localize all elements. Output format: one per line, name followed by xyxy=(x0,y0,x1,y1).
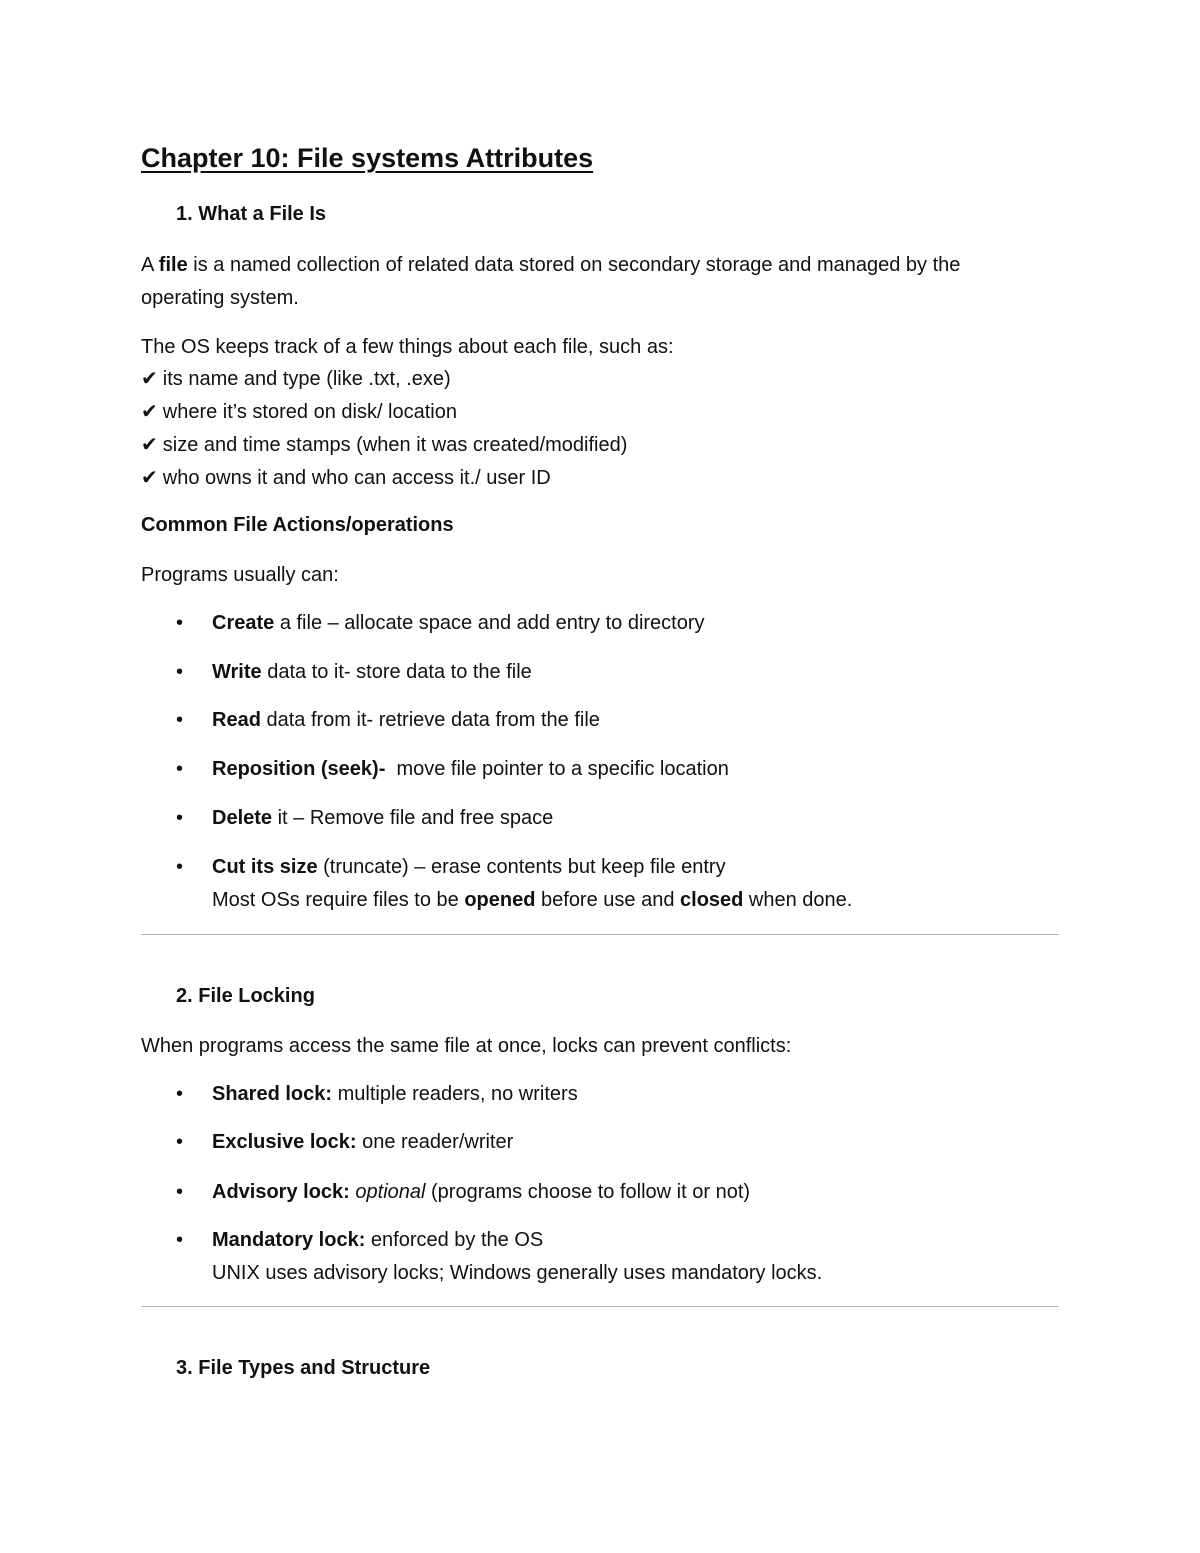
tracked-item: ✔ where it’s stored on disk/ location xyxy=(141,401,457,423)
bullet-icon: • xyxy=(176,661,184,683)
locking-note: UNIX uses advisory locks; Windows generally uses mandatory locks. xyxy=(212,1262,823,1284)
file-term: file xyxy=(158,254,188,276)
locking-intro: When programs access the same file at once, locks can prevent conflicts: xyxy=(141,1035,792,1057)
open-close-note: Most OSs require files to be opened before use and closed when done. xyxy=(212,889,853,911)
file-definition-line-2: operating system. xyxy=(141,287,299,309)
check-icon: ✔ xyxy=(141,368,158,390)
bullet-icon: • xyxy=(176,758,184,780)
file-definition-line-1: A file is a named collection of related data stored on secondary storage and managed by the xyxy=(141,254,961,276)
section-divider xyxy=(141,934,1059,935)
tracked-item: ✔ its name and type (like .txt, .exe) xyxy=(141,368,451,390)
subheading-file-operations: Common File Actions/operations xyxy=(141,514,454,536)
bullet-icon: • xyxy=(176,1131,184,1153)
operations-intro: Programs usually can: xyxy=(141,564,339,586)
bullet-icon: • xyxy=(176,856,184,878)
check-icon: ✔ xyxy=(141,434,158,456)
page-title: Chapter 10: File systems Attributes xyxy=(141,143,594,173)
bullet-icon: • xyxy=(176,709,184,731)
tracked-item: ✔ size and time stamps (when it was created/modified) xyxy=(141,434,628,456)
section-heading-file-locking: 2. File Locking xyxy=(176,985,315,1007)
tracked-item: ✔ who owns it and who can access it./ user ID xyxy=(141,467,551,489)
bullet-icon: • xyxy=(176,807,184,829)
bullet-icon: • xyxy=(176,612,184,634)
check-icon: ✔ xyxy=(141,467,158,489)
section-heading-file-types: 3. File Types and Structure xyxy=(176,1357,431,1379)
document-page: Chapter 10: File systems Attributes 1. What a File Is A file is a named collection of related data stored on secondary storage and managed by the operating system. The OS keeps track of a few things about each file, such as: ✔ its name and type (like .txt, .exe) ✔ where it’s stored on disk/ location ✔ size and time stamps (when it was created/modified) ✔ who owns it and who can access it./ user ID Common File Actions/operations Programs usually can: • Create a file – allocate space and add entry to directory • Write data to it- store data to the file • Read data from it- retrieve data from the file • Reposition (seek)- move file pointer to a specific location • Delete it – Remove file and free space • Cut its size (truncate) – erase contents but keep file entry Most OSs require files to be opened before use and closed when done. 2. File Locking When programs access the same file at once, locks can prevent conflicts: • Shared lock: multiple readers, no writers • Exclusive lock: one reader/writer • Advisory lock: optional (programs choose to follow it or not) • Mandatory lock: enforced by the OS UNIX uses advisory locks; Windows generally uses mandatory locks. 3. File Types and Structure xyxy=(0,0,1200,1553)
bullet-icon: • xyxy=(176,1229,184,1251)
tracks-intro: The OS keeps track of a few things about each file, such as: xyxy=(141,336,674,358)
bullet-icon: • xyxy=(176,1083,184,1105)
section-heading-what-a-file-is: 1. What a File Is xyxy=(176,203,327,225)
section-divider xyxy=(141,1306,1059,1307)
check-icon: ✔ xyxy=(141,401,158,423)
bullet-icon: • xyxy=(176,1181,184,1203)
